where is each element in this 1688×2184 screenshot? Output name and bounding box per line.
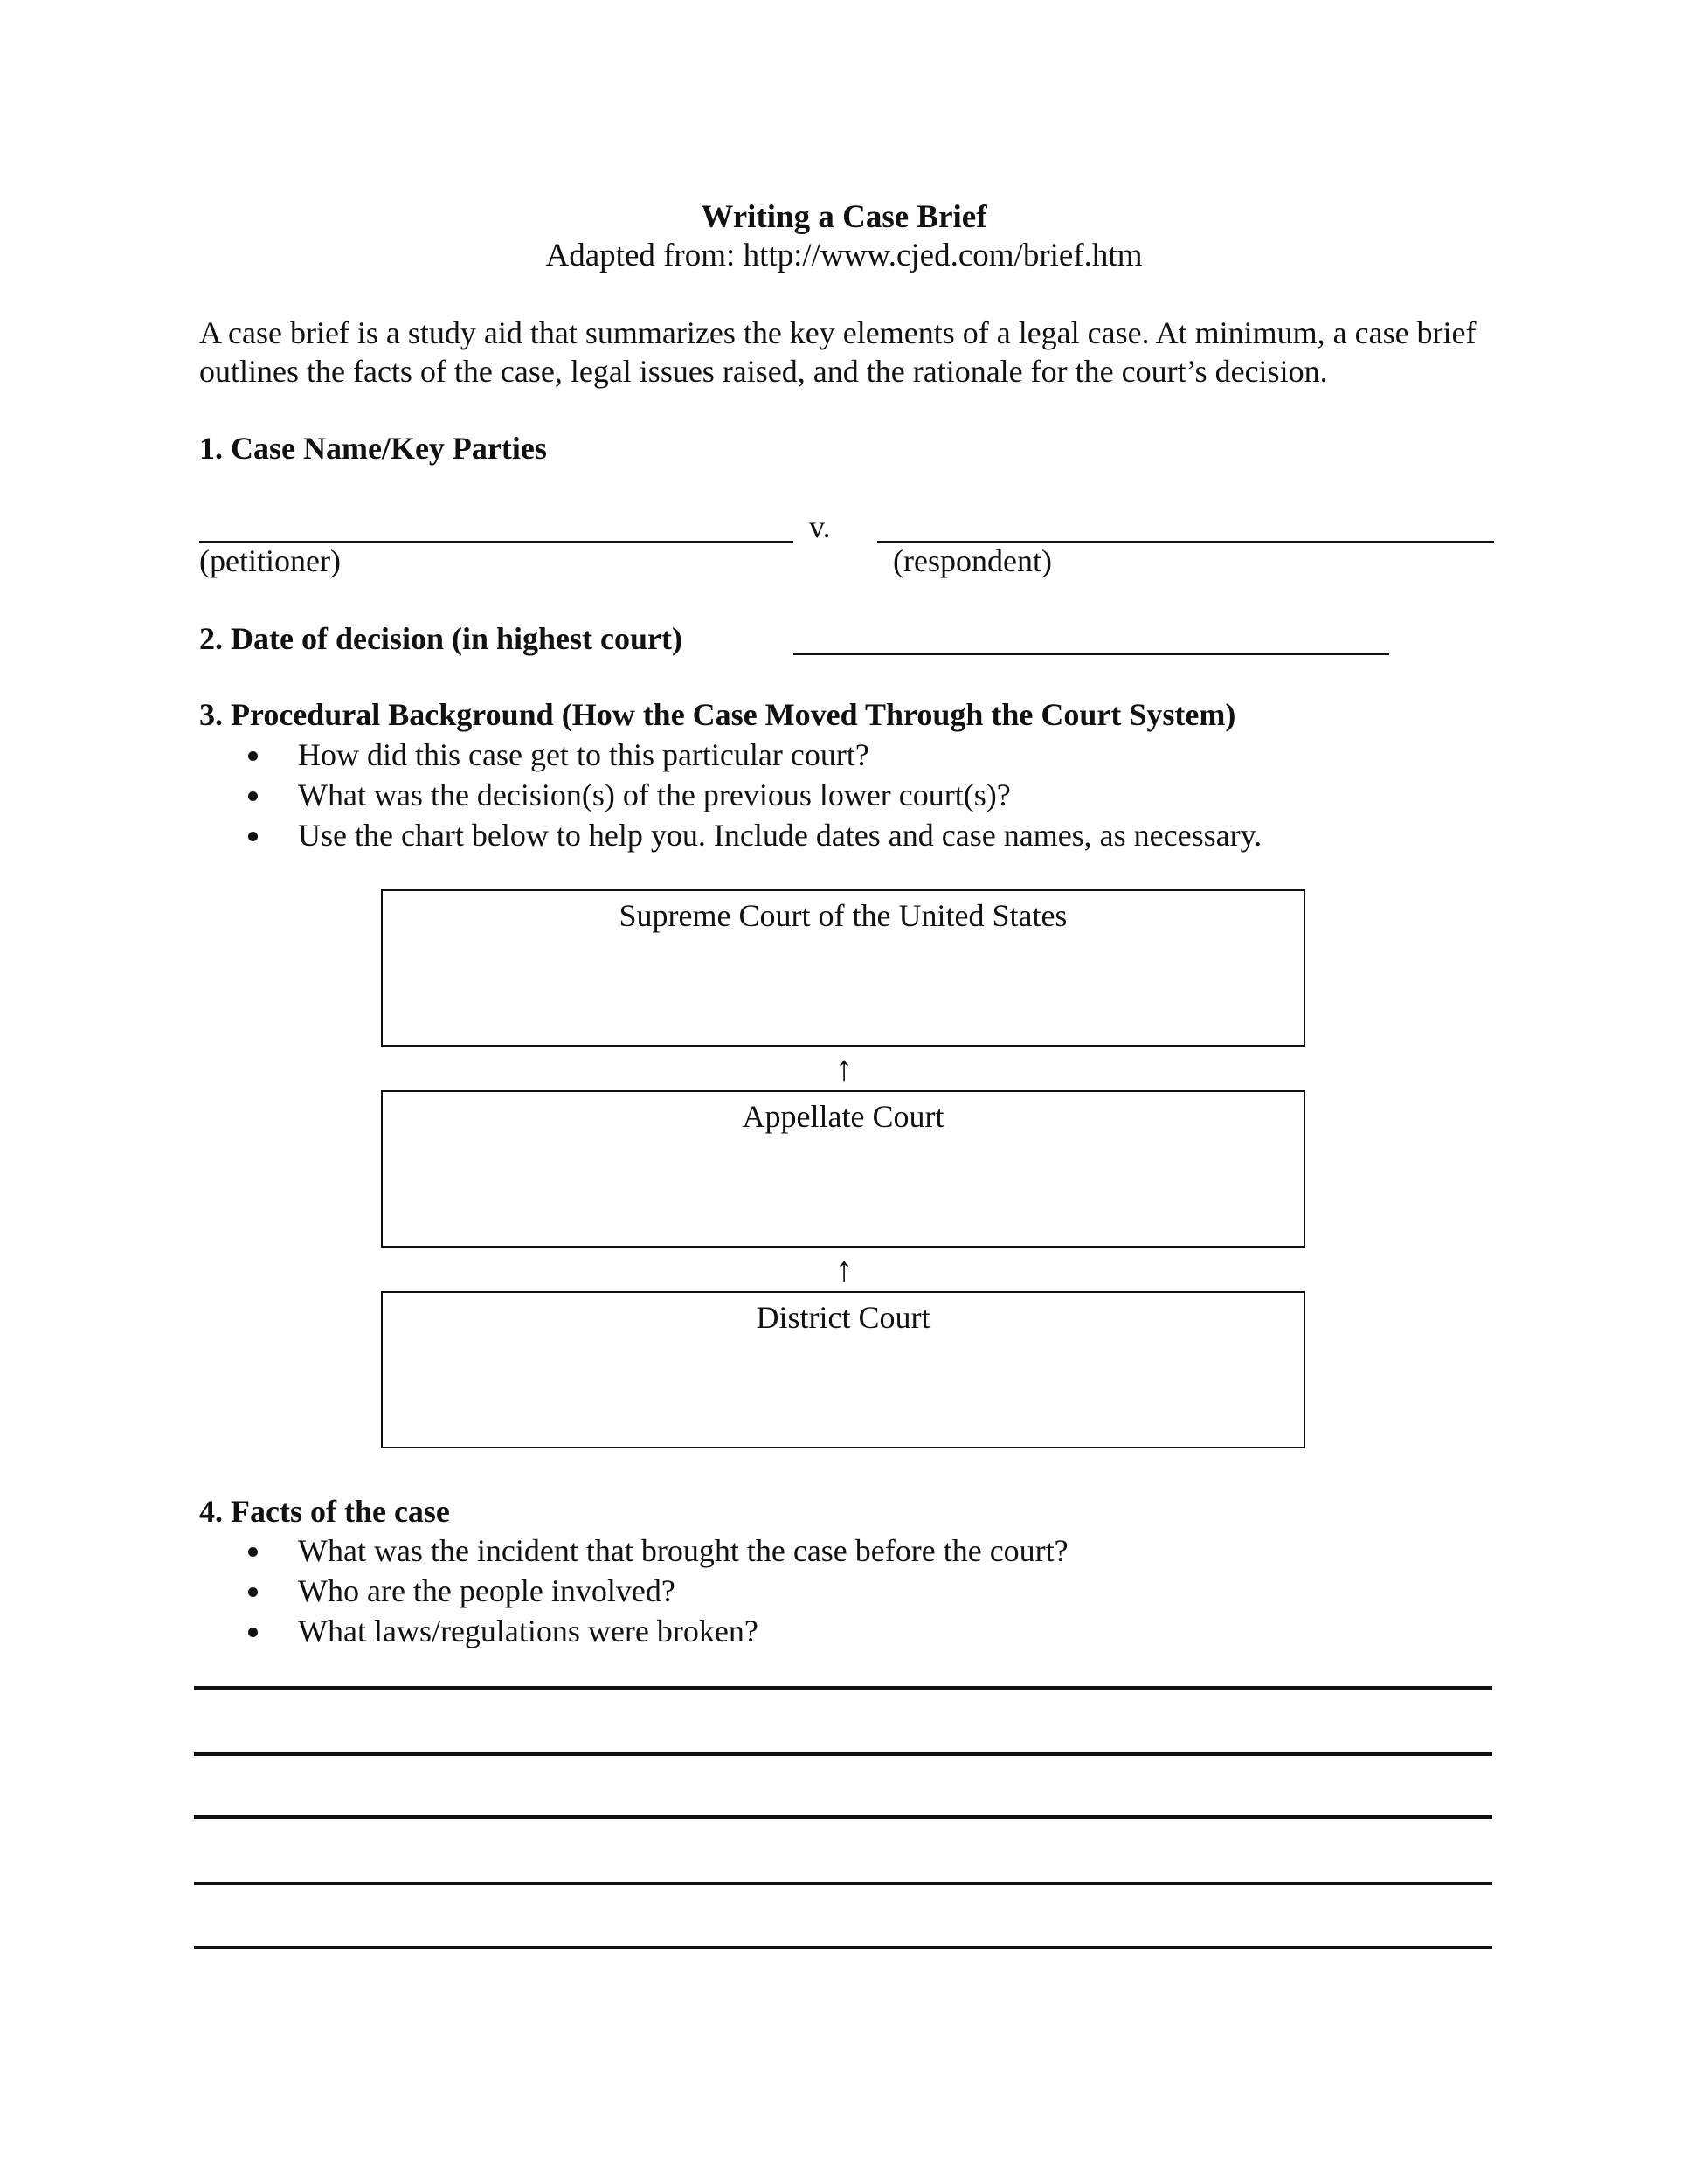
list-item: What laws/regulations were broken?: [199, 1611, 1069, 1651]
writing-line[interactable]: [194, 1882, 1492, 1885]
district-court-box[interactable]: [381, 1291, 1305, 1448]
writing-line[interactable]: [194, 1946, 1492, 1949]
section-4-heading: 4. Facts of the case: [199, 1494, 450, 1529]
bullet-icon: [248, 1628, 258, 1637]
section-4-bullet-list: [199, 1531, 1069, 1651]
section-3-heading: 3. Procedural Background (How the Case Moved Through the Court System): [199, 697, 1236, 732]
list-item: Use the chart below to help you. Include dates and case names, as necessary.: [199, 815, 1262, 855]
bullet-icon: [248, 1587, 258, 1597]
bullet-icon: [248, 751, 258, 761]
up-arrow-icon: ↑: [835, 1048, 853, 1088]
bullet-icon: [248, 832, 258, 841]
list-item: What was the incident that brought the case before the court?: [199, 1531, 1069, 1571]
petitioner-field[interactable]: [199, 511, 793, 543]
respondent-value: [877, 511, 1494, 541]
supreme-court-label: Supreme Court of the United States: [619, 898, 1068, 933]
respondent-label: (respondent): [893, 543, 1052, 578]
list-item: What was the decision(s) of the previous lower court(s)?: [199, 775, 1262, 815]
list-item: How did this case get to this particular court?: [199, 735, 1262, 775]
up-arrow-icon: ↑: [835, 1249, 853, 1289]
petitioner-value: [199, 511, 793, 541]
appellate-court-label: Appellate Court: [742, 1099, 944, 1134]
section-1-heading: 1. Case Name/Key Parties: [199, 431, 547, 466]
document-title: Writing a Case Brief: [701, 199, 987, 235]
bullet-icon: [248, 791, 258, 801]
bullet-icon: [248, 1547, 258, 1557]
section-2-heading: 2. Date of decision (in highest court): [199, 621, 682, 656]
district-court-label: District Court: [756, 1300, 930, 1335]
writing-line[interactable]: [194, 1686, 1492, 1690]
decision-date-value: [793, 624, 1389, 653]
appellate-court-box[interactable]: [381, 1090, 1305, 1248]
writing-line[interactable]: [194, 1815, 1492, 1819]
versus-label: v.: [809, 509, 831, 544]
source-citation: Adapted from: http://www.cjed.com/brief.htm: [545, 238, 1143, 273]
petitioner-label: (petitioner): [199, 543, 341, 578]
decision-date-underline: [793, 653, 1389, 655]
writing-line[interactable]: [194, 1752, 1492, 1756]
respondent-field[interactable]: [877, 511, 1494, 543]
decision-date-field[interactable]: [793, 624, 1389, 655]
section-3-bullet-list: [199, 735, 1262, 855]
list-item: Who are the people involved?: [199, 1571, 1069, 1611]
supreme-court-box[interactable]: [381, 889, 1305, 1047]
intro-paragraph: A case brief is a study aid that summarizes the key elements of a legal case. At minimum, a case brief outlines the facts of the case, legal issues raised, and the rationale for the court’s decision.: [199, 315, 1477, 389]
